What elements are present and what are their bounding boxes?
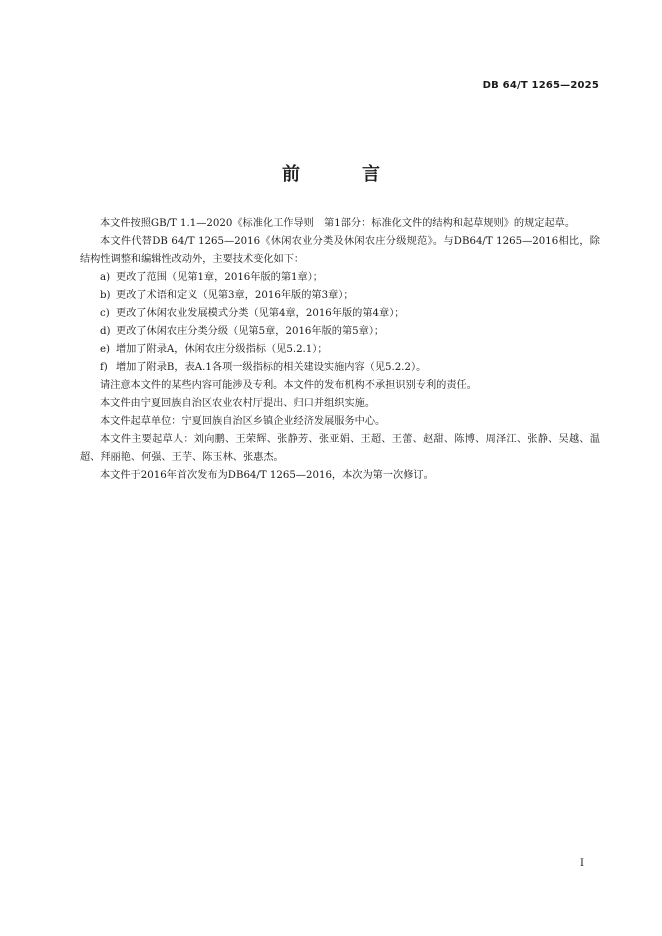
paragraph-history: 本文件于2016年首次发布为DB64/T 1265—2016，本次为第一次修订。	[100, 470, 434, 481]
paragraph-drafting-basis: 本文件按照GB/T 1.1—2020《标准化工作导则 第1部分：标准化文件的结构和起草规则》的规定起草。	[100, 218, 576, 229]
list-item	[80, 323, 600, 341]
list-marker: d)	[100, 326, 111, 337]
paragraph-patent-notice: 请注意本文件的某些内容可能涉及专利。本文件的发布机构不承担识别专利的责任。	[100, 380, 477, 391]
list-item-text: 更改了范围（见第1章，2016年版的第1章）；	[116, 272, 323, 283]
paragraph-replacement: 本文件代替DB 64/T 1265—2016《休闲农业分类及休闲农庄分级规范》。与DB64/T 1265—2016相比，除结构性调整和编辑性改动外，主要技术变化如下：	[80, 236, 600, 265]
paragraph-proposer: 本文件由宁夏回族自治区农业农村厅提出、归口并组织实施。	[100, 398, 376, 409]
page-title: 前 言	[282, 164, 402, 185]
list-item-text: 增加了附录A，休闲农庄分级指标（见5.2.1）；	[116, 344, 328, 355]
list-item	[80, 359, 600, 377]
list-marker: c)	[100, 308, 110, 319]
document-code: DB 64/T 1265—2025	[482, 80, 599, 91]
list-marker: a)	[100, 272, 111, 283]
paragraph-drafters: 本文件主要起草人：刘向鹏、王荣辉、张静芳、张亚娟、王超、王蕾、赵甜、陈博、周泽江、张静、吴越、温超、拜丽艳、何强、王芋、陈玉林、张惠杰。	[80, 434, 600, 463]
foreword-body	[80, 215, 600, 485]
page-number: I	[580, 858, 584, 869]
list-item-text: 更改了术语和定义（见第3章，2016年版的第3章）；	[116, 290, 354, 301]
list-item-text: 增加了附录B，表A.1各项一级指标的相关建设实施内容（见5.2.2）。	[116, 362, 427, 373]
list-item	[80, 287, 600, 305]
list-marker: e)	[100, 344, 111, 355]
list-item-text: 更改了休闲农庄分类分级（见第5章，2016年版的第5章）；	[116, 326, 385, 337]
list-marker: f)	[100, 362, 108, 373]
list-item	[80, 341, 600, 359]
list-item	[80, 305, 600, 323]
list-marker: b)	[100, 290, 111, 301]
paragraph-drafting-unit: 本文件起草单位：宁夏回族自治区乡镇企业经济发展服务中心。	[100, 416, 386, 427]
list-item	[80, 269, 600, 287]
list-item-text: 更改了休闲农业发展模式分类（见第4章，2016年版的第4章）；	[116, 308, 405, 319]
